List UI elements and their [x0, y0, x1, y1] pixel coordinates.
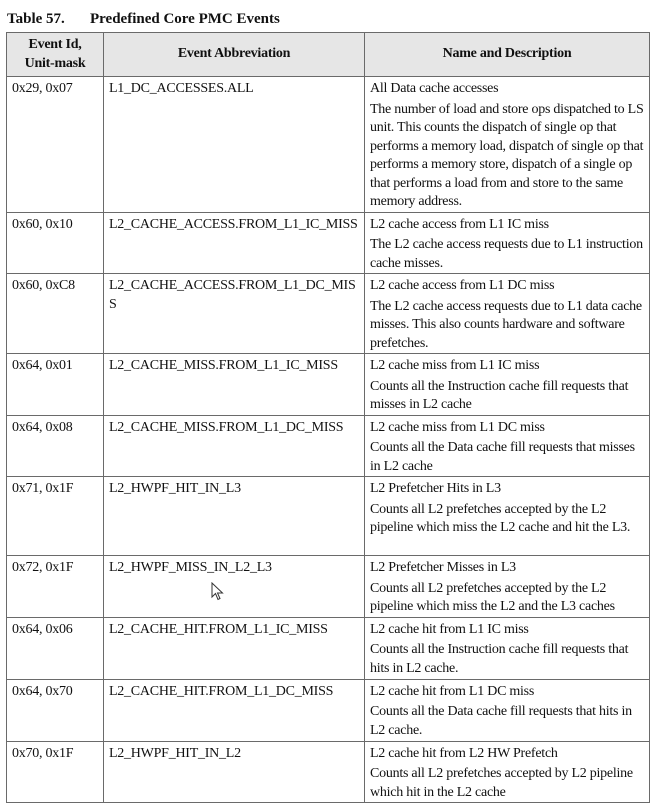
table-row [7, 679, 650, 741]
event-id: 0x64, 0x08 [7, 415, 104, 477]
event-name-description [365, 274, 650, 354]
table-number: Table 57. [7, 11, 65, 27]
header-name-description: Name and Description [365, 33, 650, 77]
event-description: Counts all L2 prefetches accepted by the L2 pipeline which miss the L2 and the L3 caches [370, 580, 615, 614]
event-abbreviation: L2_HWPF_MISS_IN_L2_L3 [104, 556, 365, 618]
event-abbreviation: L2_CACHE_MISS.FROM_L1_IC_MISS [104, 354, 365, 416]
event-id: 0x70, 0x1F [7, 741, 104, 803]
event-id: 0x60, 0xC8 [7, 274, 104, 354]
event-name-description [365, 212, 650, 274]
header-event-id: Event Id, Unit-mask [7, 33, 104, 77]
event-name: L2 cache access from L1 IC miss [370, 216, 549, 232]
event-name: L2 Prefetcher Hits in L3 [370, 481, 501, 496]
pmc-events-table [6, 32, 650, 803]
mouse-pointer-icon [211, 582, 225, 602]
event-id: 0x64, 0x01 [7, 354, 104, 416]
event-description: The L2 cache access requests due to L1 data cache misses. This also counts hardware and software prefetches. [370, 298, 642, 351]
event-name-description [365, 556, 650, 618]
event-name-description [365, 77, 650, 213]
event-description: The number of load and store ops dispatched to LS unit. This counts the dispatch of single op that performs a memory load, dispatch of single op that performs a memory store, dispatch of a single op that performs a load from and store to the same memory address. [370, 101, 644, 209]
event-name-description [365, 741, 650, 803]
event-name: L2 Prefetcher Misses in L3 [370, 560, 516, 575]
table-row [7, 354, 650, 416]
table-row [7, 274, 650, 354]
header-row [7, 33, 650, 77]
event-abbreviation: L2_CACHE_MISS.FROM_L1_DC_MISS [104, 415, 365, 477]
event-description: Counts all L2 prefetches accepted by L2 pipeline which hit in the L2 cache [370, 766, 633, 800]
event-description: The L2 cache access requests due to L1 instruction cache misses. [370, 237, 643, 271]
event-id: 0x71, 0x1F [7, 477, 104, 556]
table-row [7, 741, 650, 803]
event-abbreviation: L2_HWPF_HIT_IN_L3 [104, 477, 365, 556]
table-title: Predefined Core PMC Events [90, 11, 280, 27]
table-row [7, 477, 650, 556]
event-id: 0x64, 0x70 [7, 679, 104, 741]
event-id: 0x72, 0x1F [7, 556, 104, 618]
event-abbreviation: L2_HWPF_HIT_IN_L2 [104, 741, 365, 803]
event-name: L2 cache access from L1 DC miss [370, 278, 555, 293]
event-name-description [365, 679, 650, 741]
table-row [7, 415, 650, 477]
event-name-description [365, 477, 650, 556]
event-name-description [365, 415, 650, 477]
event-name: All Data cache accesses [370, 81, 499, 96]
event-name: L2 cache hit from L1 DC miss [370, 683, 535, 699]
event-name-description [365, 354, 650, 416]
event-id: 0x29, 0x07 [7, 77, 104, 213]
header-event-abbreviation: Event Abbreviation [104, 33, 365, 77]
event-description: Counts all the Data cache fill requests that hits in L2 cache. [370, 704, 632, 738]
event-abbreviation: L2_CACHE_HIT.FROM_L1_DC_MISS [104, 679, 365, 741]
event-id: 0x64, 0x06 [7, 617, 104, 679]
event-id: 0x60, 0x10 [7, 212, 104, 274]
event-name: L2 cache miss from L1 DC miss [370, 419, 545, 435]
event-abbreviation: L2_CACHE_ACCESS.FROM_L1_IC_MISS [104, 212, 365, 274]
event-description: Counts all the Data cache fill requests that misses in L2 cache [370, 440, 635, 474]
event-abbreviation: L2_CACHE_HIT.FROM_L1_IC_MISS [104, 617, 365, 679]
event-description: Counts all the Instruction cache fill requests that hits in L2 cache. [370, 642, 629, 676]
event-name-description [365, 617, 650, 679]
table-row [7, 212, 650, 274]
event-name: L2 cache miss from L1 IC miss [370, 358, 540, 373]
event-name: L2 cache hit from L1 IC miss [370, 621, 529, 637]
event-description: Counts all the Instruction cache fill requests that misses in L2 cache [370, 378, 629, 412]
table-caption [7, 11, 280, 28]
table-row [7, 556, 650, 618]
table-row [7, 77, 650, 213]
event-abbreviation: L2_CACHE_ACCESS.FROM_L1_DC_MISS [104, 274, 365, 354]
event-abbreviation: L1_DC_ACCESSES.ALL [104, 77, 365, 213]
event-description: Counts all L2 prefetches accepted by the L2 pipeline which miss the L2 cache and hit the L3. [370, 501, 631, 535]
event-name: L2 cache hit from L2 HW Prefetch [370, 745, 558, 761]
table-row [7, 617, 650, 679]
